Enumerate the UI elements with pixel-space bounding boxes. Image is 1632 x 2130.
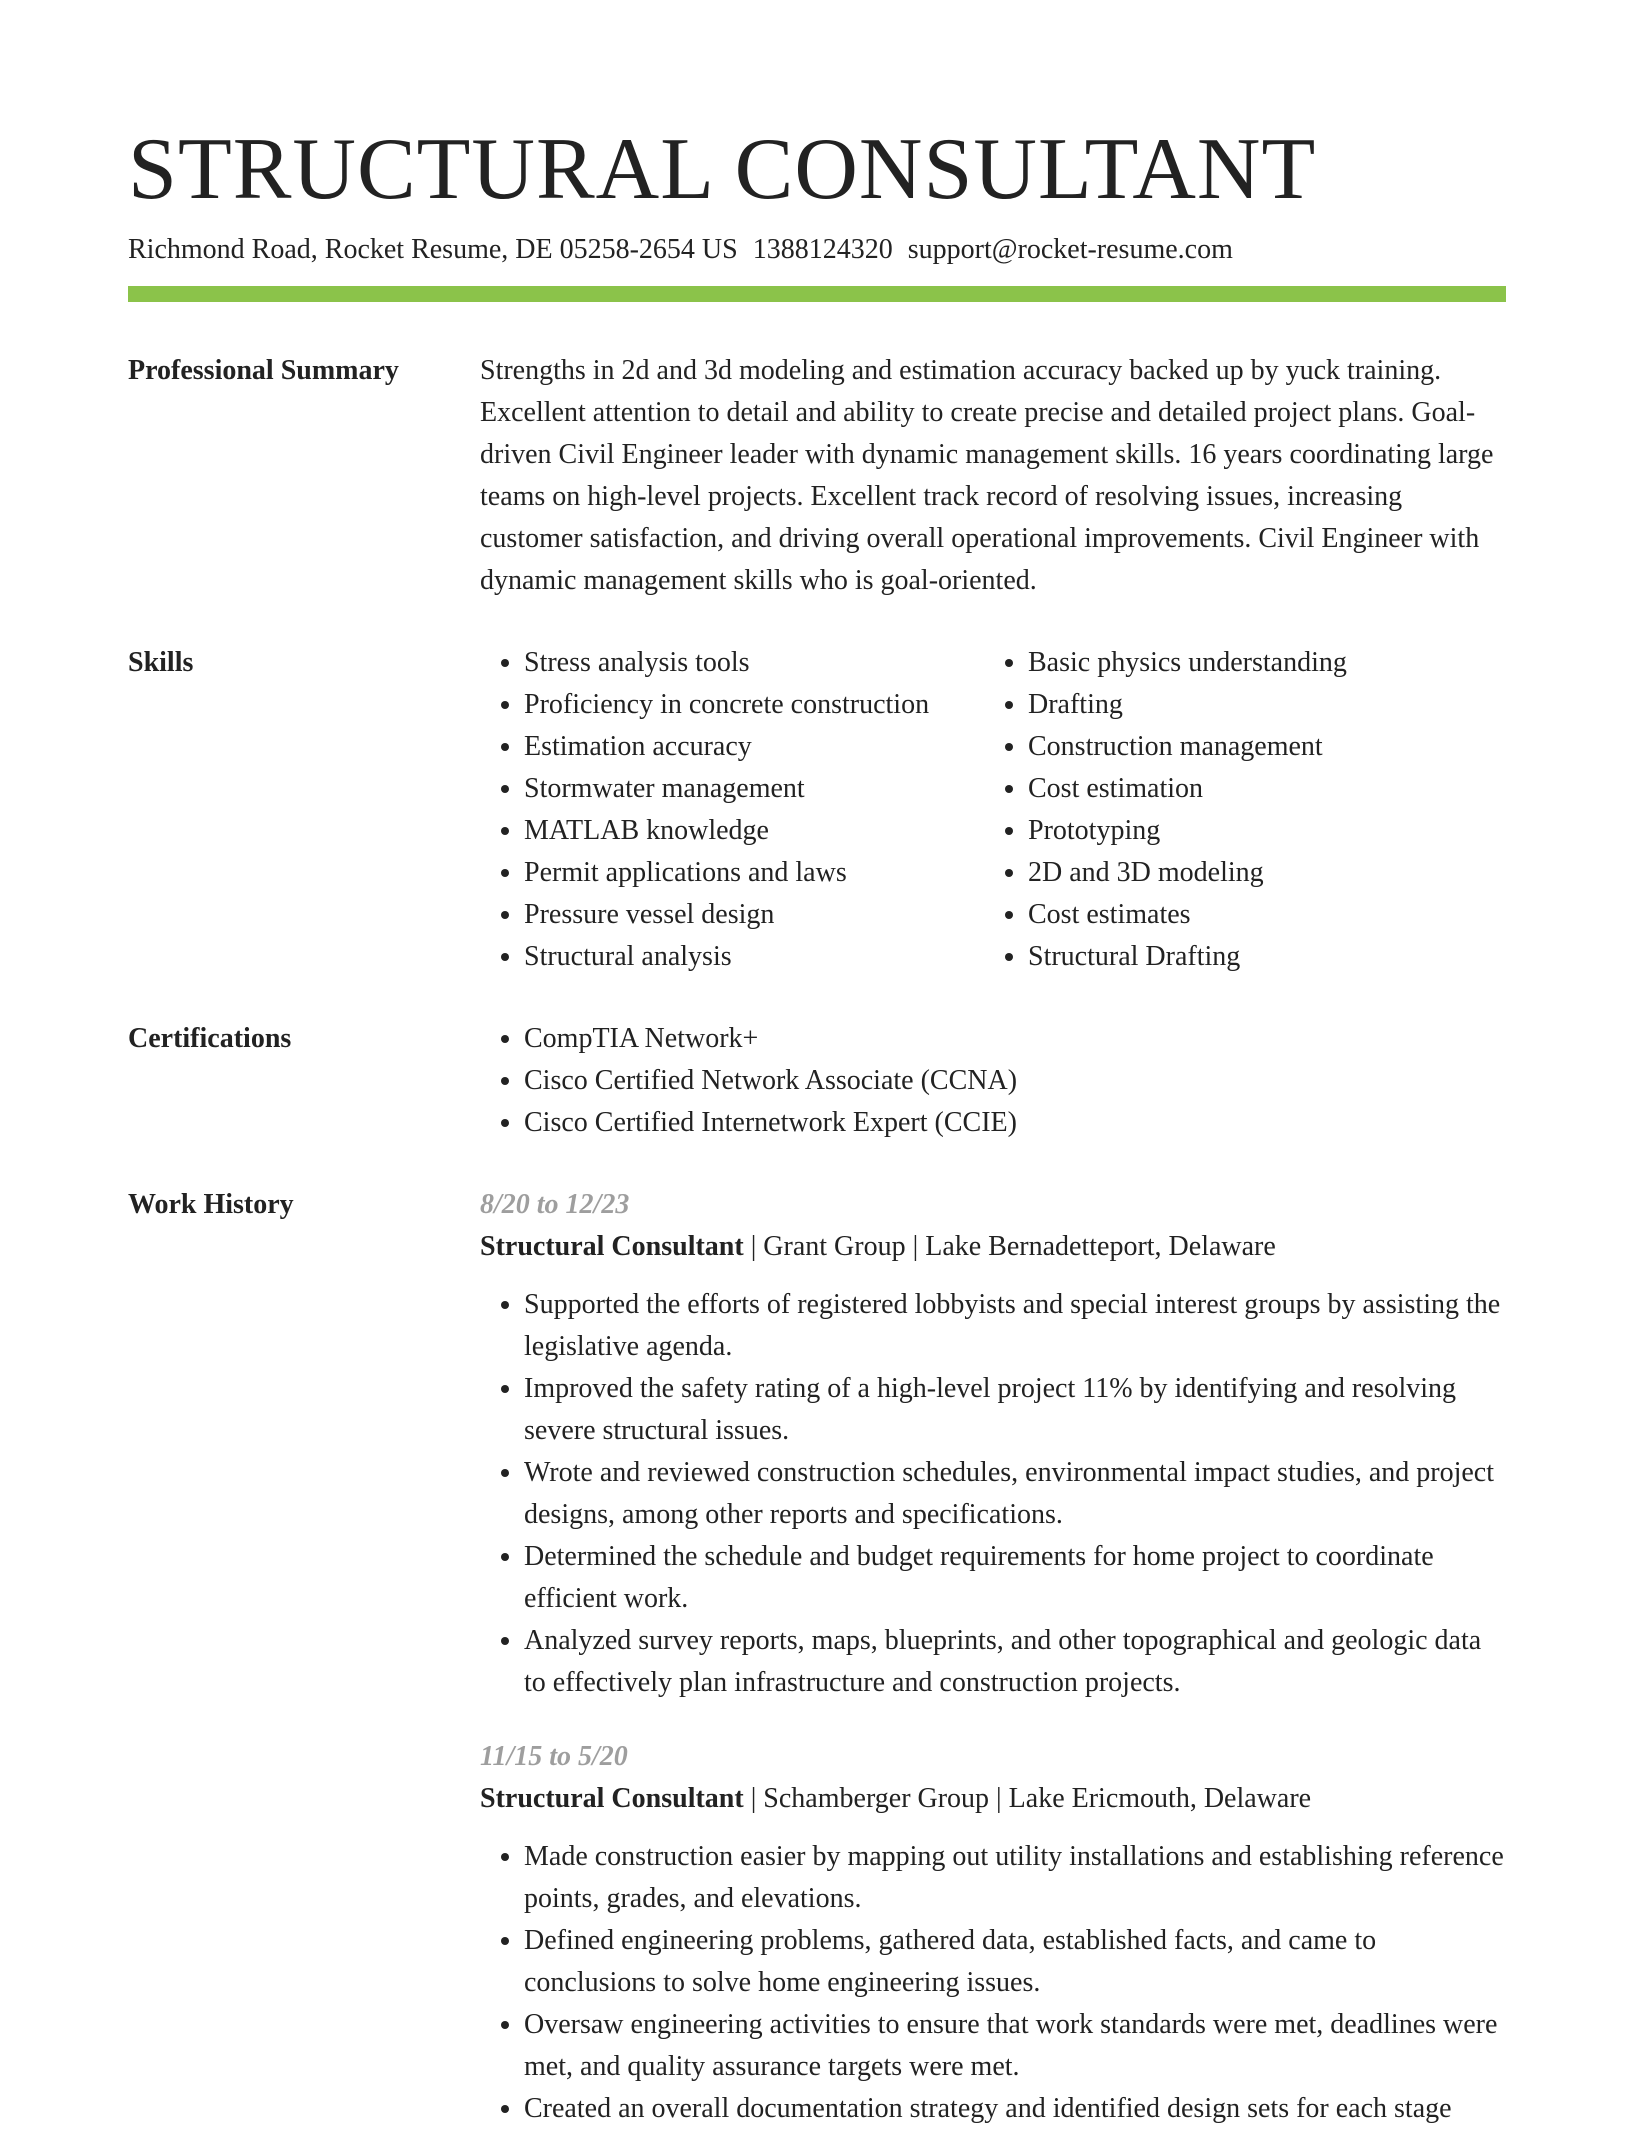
section-label-summary: Professional Summary [128, 355, 399, 386]
skill-item: • Estimation accuracy [524, 726, 984, 768]
section-label-certifications: Certifications [128, 1023, 292, 1054]
job-bullets [480, 1836, 1506, 2130]
job-bullet: • Analyzed survey reports, maps, blueprints, and other topographical and geologic data to effectively plan infrastructure and construction projects. [524, 1620, 1506, 1704]
contact-line [128, 230, 1506, 270]
skill-item: • Cost estimates [1028, 894, 1347, 936]
skill-item: • Drafting [1028, 684, 1347, 726]
certification-item: • Cisco Certified Network Associate (CCNA) [524, 1060, 1506, 1102]
job-details: | Grant Group | Lake Bernadetteport, Delaware [743, 1231, 1276, 1262]
job-dates: 8/20 to 12/23 [480, 1189, 630, 1220]
skill-item: • Stress analysis tools [524, 642, 984, 684]
certifications-list [480, 1018, 1506, 1144]
job-details: | Schamberger Group | Lake Ericmouth, Delaware [743, 1783, 1312, 1814]
section-skills [128, 642, 1506, 978]
skills-list-col2 [984, 642, 1347, 978]
header-divider [128, 286, 1506, 302]
job-bullet: • Defined engineering problems, gathered data, established facts, and came to conclusions to solve home engineering issues. [524, 1920, 1506, 2004]
contact-address: Richmond Road, Rocket Resume, DE 05258-2654 US [128, 234, 738, 265]
skill-item: • Structural Drafting [1028, 936, 1347, 978]
job-bullet: • Determined the schedule and budget requirements for home project to coordinate efficient work. [524, 1536, 1506, 1620]
skill-item: • Pressure vessel design [524, 894, 984, 936]
job-entry [480, 1184, 1506, 1704]
section-summary [128, 350, 1506, 602]
skill-item: • Structural analysis [524, 936, 984, 978]
job-title: Structural Consultant [480, 1783, 744, 1814]
certification-item: • Cisco Certified Internetwork Expert (CCIE) [524, 1102, 1506, 1144]
job-bullet: • Created an overall documentation strategy and identified design sets for each stage [524, 2088, 1506, 2130]
job-bullet: • Made construction easier by mapping out utility installations and establishing reference points, grades, and elevations. [524, 1836, 1506, 1920]
job-bullet: • Supported the efforts of registered lobbyists and special interest groups by assisting the legislative agenda. [524, 1284, 1506, 1368]
contact-email: support@rocket-resume.com [907, 234, 1233, 265]
job-dates: 11/15 to 5/20 [480, 1741, 628, 1772]
section-label-skills: Skills [128, 647, 194, 678]
certification-item: • CompTIA Network+ [524, 1018, 1506, 1060]
skill-item: • 2D and 3D modeling [1028, 852, 1347, 894]
resume-page [128, 120, 1506, 2130]
section-certifications [128, 1018, 1506, 1144]
section-label-work-history: Work History [128, 1189, 294, 1220]
skill-item: • Prototyping [1028, 810, 1347, 852]
contact-phone: 1388124320 [752, 234, 893, 265]
skill-item: • Cost estimation [1028, 768, 1347, 810]
skills-list-col1 [480, 642, 984, 978]
skill-item: • Stormwater management [524, 768, 984, 810]
job-entry [480, 1736, 1506, 2130]
job-bullet: • Oversaw engineering activities to ensure that work standards were met, deadlines were met, and quality assurance targets were met. [524, 2004, 1506, 2088]
skill-item: • Permit applications and laws [524, 852, 984, 894]
summary-text: Strengths in 2d and 3d modeling and estimation accuracy backed up by yuck training. Excellent attention to detail and ability to create precise and detailed project plans. Goal-driven Civil Engineer leader with dynamic management skills. 16 years coordinating large teams on high-level projects. Excellent track record of resolving issues, increasing customer satisfaction, and driving overall operational improvements. Civil Engineer with dynamic management skills who is goal-oriented. [480, 355, 1494, 596]
job-heading [480, 1778, 1506, 1820]
skill-item: • Basic physics understanding [1028, 642, 1347, 684]
job-bullets [480, 1284, 1506, 1704]
skill-item: • Construction management [1028, 726, 1347, 768]
skill-item: • Proficiency in concrete construction [524, 684, 984, 726]
job-title: Structural Consultant [480, 1231, 744, 1262]
job-bullet: • Wrote and reviewed construction schedules, environmental impact studies, and project designs, among other reports and specifications. [524, 1452, 1506, 1536]
skill-item: • MATLAB knowledge [524, 810, 984, 852]
job-heading [480, 1226, 1506, 1268]
resume-name: STRUCTURAL CONSULTANT [128, 121, 1317, 218]
section-work-history [128, 1184, 1506, 2130]
job-bullet: • Improved the safety rating of a high-level project 11% by identifying and resolving severe structural issues. [524, 1368, 1506, 1452]
